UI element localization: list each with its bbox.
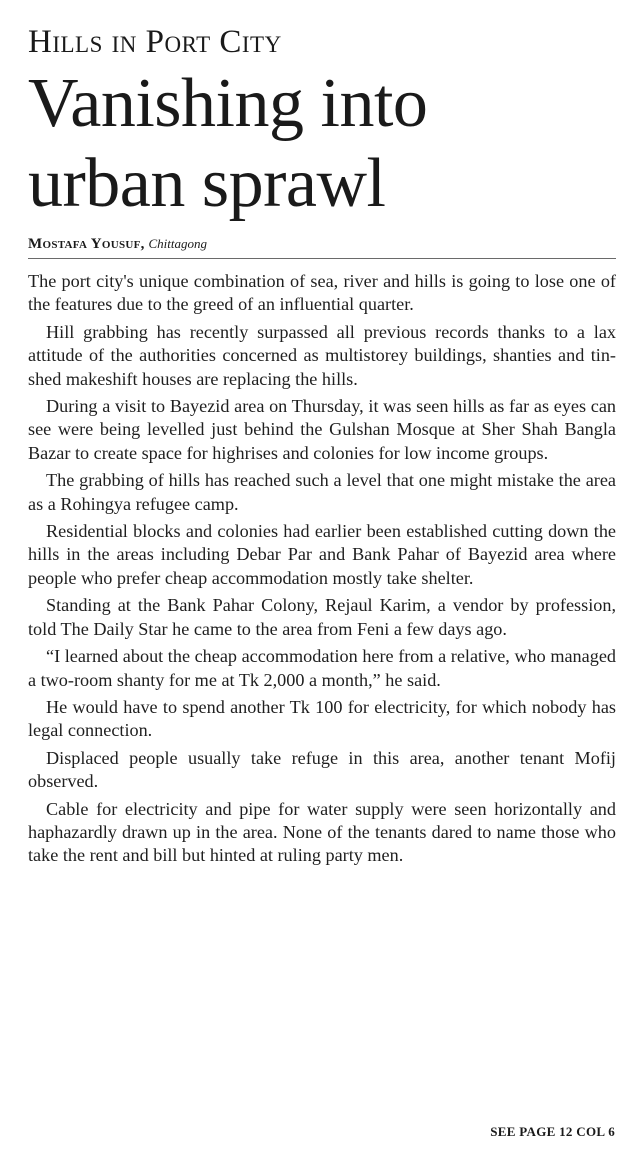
paragraph: Hill grabbing has recently surpassed all previous records thanks to a lax attitude of the authorities concerned as multistorey buildings, shanties and tin-shed makeshift houses are replacing the hills. xyxy=(28,321,616,389)
paragraph: “I learned about the cheap accommodation here from a relative, who managed a two-room shanty for me at Tk 2,000 a month,” he said. xyxy=(28,646,616,690)
news-article xyxy=(28,22,616,872)
headline-line-2: urban sprawl xyxy=(28,145,386,222)
paragraph: The port city's unique combination of sea, river and hills is going to lose one of the features due to the greed of an influential quarter. xyxy=(28,271,616,315)
paragraph: Residential blocks and colonies had earlier been established cutting down the hills in the areas including Debar Par and Bank Pahar of Bayezid area where people who prefer cheap accommodation mostly take shelter. xyxy=(28,521,616,588)
paragraph: During a visit to Bayezid area on Thursday, it was seen hills as far as eyes can see were being levelled just behind the Gulshan Mosque at Sher Shah Bangla Bazar to create space for highrises and colonies for low income groups. xyxy=(28,396,616,463)
headline xyxy=(28,64,616,224)
paragraph: He would have to spend another Tk 100 for electricity, for which nobody has legal connection. xyxy=(28,696,616,741)
headline-line-1: Vanishing into xyxy=(28,65,428,142)
jump-line: SEE PAGE 12 COL 6 xyxy=(490,1124,615,1139)
byline-author: Mostafa Yousuf, xyxy=(28,236,145,252)
paragraph: Displaced people usually take refuge in this area, another tenant Mofij observed. xyxy=(28,747,616,792)
article-body xyxy=(28,270,616,868)
paragraph: Standing at the Bank Pahar Colony, Rejaul Karim, a vendor by profession, told The Daily Star he came to the area from Feni a few days ago. xyxy=(28,595,616,639)
paragraph: The grabbing of hills has reached such a level that one might mistake the area as a Rohingya refugee camp. xyxy=(28,470,616,514)
kicker: Hills in Port City xyxy=(28,24,282,60)
paragraph: Cable for electricity and pipe for water supply were seen horizontally and haphazardly drawn up in the area. None of the tenants dared to name those who take the rent and bill but hinted at ruling party men. xyxy=(28,798,616,866)
byline-place: Chittagong xyxy=(148,236,207,251)
byline xyxy=(28,234,616,259)
